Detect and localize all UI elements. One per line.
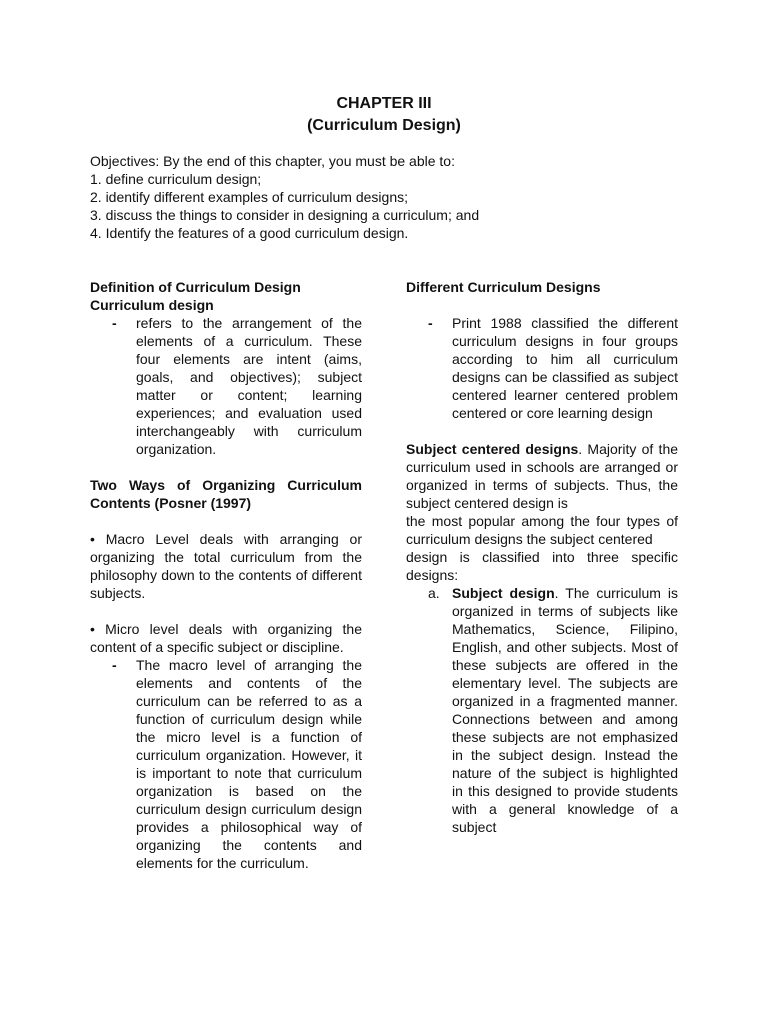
macro-level-text: • Macro Level deals with arranging or organizing the total curriculum from the philosophy down to the contents of different subjects. — [90, 531, 362, 601]
print-text: Print 1988 classified the different curriculum designs in four groups according to him all curriculum designs can be classified as subject centered learner centered problem centered or core learning design — [452, 315, 678, 421]
chapter-title: CHAPTER III — [336, 95, 432, 112]
definition-text: refers to the arrangement of the elements of a curriculum. These four elements are intent (aims, goals, and objectives); subject matter or content; learning experiences; and evaluation used interchangeably with curriculum organization. — [136, 315, 362, 457]
left-column — [90, 278, 362, 872]
subject-design-text: . The curriculum is organized in terms of subjects like Mathematics, Science, Filipino, English, and other subjects. Most of these subjects are offered in the elementary level. The subjects are organized in a fragmented manner. Connections between and among these subjects are not emphasized in the subject design. Instead the nature of the subject is highlighted in this designed to provide students with a general knowledge of a subject — [452, 585, 678, 835]
definition-bullet — [90, 314, 362, 458]
objective-item-2: 2. identify different examples of curriculum designs; — [90, 189, 409, 205]
chapter-subtitle: (Curriculum Design) — [307, 117, 461, 134]
subject-centered-text-1: . Majority of the curriculum used in schools are arranged or organized in terms of subjects. Thus, the subject centered design is — [406, 441, 679, 511]
subject-centered-paragraph — [406, 440, 678, 512]
dash-marker: - — [428, 315, 433, 331]
macro-micro-text: The macro level of arranging the elements and contents of the curriculum can be referred to as a function of curriculum design while the micro level is a function of curriculum organization. However, it is important to note that curriculum organization is based on the curriculum design curriculum design provides a philosophical way of organizing the contents and elements for the curriculum. — [136, 657, 362, 871]
objective-item-4: 4. Identify the features of a good curriculum design. — [90, 225, 409, 241]
definition-subheading: Curriculum design — [90, 297, 214, 313]
print-bullet — [406, 314, 678, 422]
objective-item-1: 1. define curriculum design; — [90, 171, 262, 187]
different-designs-heading: Different Curriculum Designs — [406, 279, 601, 295]
list-marker-a: a. — [428, 585, 440, 601]
dash-marker: - — [112, 657, 117, 673]
definition-heading: Definition of Curriculum Design — [90, 279, 301, 295]
objective-item-3: 3. discuss the things to consider in designing a curriculum; and — [90, 207, 480, 223]
subject-centered-label: Subject centered designs — [406, 441, 579, 457]
right-column — [406, 278, 678, 836]
objectives-block — [90, 152, 690, 242]
macro-micro-bullet — [90, 656, 362, 872]
objectives-intro: Objectives: By the end of this chapter, you must be able to: — [90, 153, 455, 169]
subject-design-label: Subject design — [452, 585, 555, 601]
micro-level-text: • Micro level deals with organizing the content of a specific subject or discipline. — [90, 621, 362, 655]
subject-centered-text-3: design is classified into three specific designs: — [406, 549, 678, 583]
subject-centered-text-2: the most popular among the four types of curriculum designs the subject centered — [406, 513, 678, 547]
subject-design-item — [406, 584, 678, 836]
two-ways-heading: Two Ways of Organizing Curriculum Contents (Posner (1997) — [90, 477, 362, 511]
dash-marker: - — [112, 315, 117, 331]
